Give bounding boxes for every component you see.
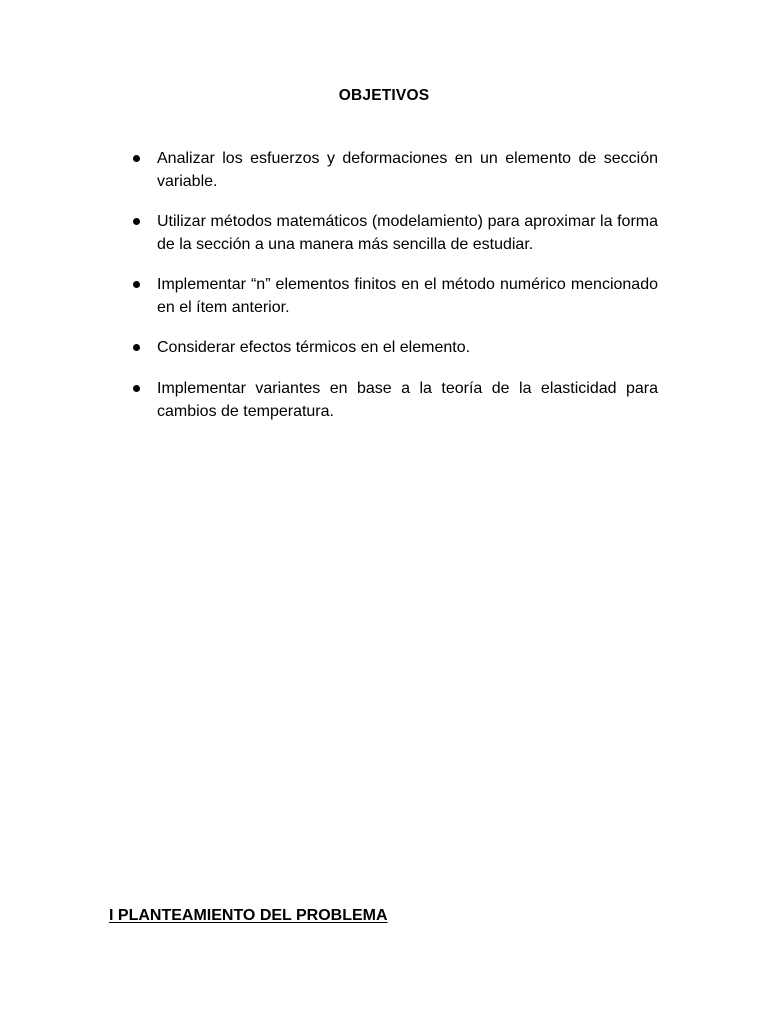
bullet-icon bbox=[133, 385, 140, 392]
list-item bbox=[157, 147, 658, 193]
list-item bbox=[157, 210, 658, 256]
objectives-list bbox=[157, 147, 658, 440]
bullet-icon bbox=[133, 218, 140, 225]
list-item bbox=[157, 273, 658, 319]
page-title: OBJETIVOS bbox=[338, 87, 430, 104]
objective-text: Considerar efectos térmicos en el elemento. bbox=[157, 339, 471, 356]
objective-text: Implementar “n” elementos finitos en el método numérico mencionado en el ítem anterior. bbox=[157, 276, 658, 316]
bullet-icon bbox=[133, 281, 140, 288]
objective-text: Utilizar métodos matemáticos (modelamiento) para aproximar la forma de la sección a una manera más sencilla de estudiar. bbox=[157, 213, 658, 253]
list-item bbox=[157, 377, 658, 423]
objective-text: Implementar variantes en base a la teoría de la elasticidad para cambios de temperatura. bbox=[157, 380, 658, 420]
section-heading: I PLANTEAMIENTO DEL PROBLEMA bbox=[109, 907, 388, 924]
list-item bbox=[157, 336, 658, 359]
objective-text: Analizar los esfuerzos y deformaciones en un elemento de sección variable. bbox=[157, 150, 658, 190]
bullet-icon bbox=[133, 344, 140, 351]
bullet-icon bbox=[133, 155, 140, 162]
